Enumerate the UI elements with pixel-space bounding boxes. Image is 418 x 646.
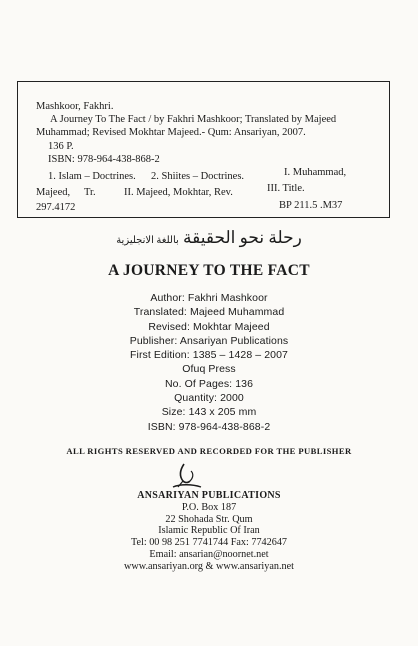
detail-reviser: Revised: Mokhtar Majeed bbox=[148, 320, 270, 333]
publisher-email: Email: ansarian@noornet.net bbox=[149, 548, 269, 560]
catalog-added-entry-3: III. Title. bbox=[267, 183, 305, 194]
publisher-tel-fax: Tel: 00 98 251 7741744 Fax: 7742647 bbox=[130, 537, 288, 549]
catalog-pages: 136 P. bbox=[48, 141, 74, 152]
arabic-title-language: باللغة الانجليزية bbox=[116, 235, 179, 246]
publisher-country: Islamic Republic Of Iran bbox=[158, 525, 260, 537]
catalog-added-entry-2: II. Majeed, Mokhtar, Rev. bbox=[124, 187, 233, 198]
publisher-street: 22 Shohada Str. Qum bbox=[165, 513, 253, 525]
catalog-added-entry-1: I. Muhammad, bbox=[284, 167, 347, 178]
publisher-name: ANSARIYAN PUBLICATIONS bbox=[137, 490, 281, 501]
catalog-dewey: 297.4172 bbox=[36, 202, 76, 213]
publisher-logo-icon bbox=[170, 462, 204, 490]
rights-notice: ALL RIGHTS RESERVED AND RECORDED FOR THE PUBLISHER bbox=[66, 446, 352, 456]
detail-isbn: ISBN: 978-964-438-868-2 bbox=[147, 420, 271, 433]
publisher-po-box: P.O. Box 187 bbox=[181, 501, 237, 513]
catalog-isbn: ISBN: 978-964-438-868-2 bbox=[48, 154, 160, 165]
detail-author: Author: Fakhri Mashkoor bbox=[150, 292, 268, 304]
arabic-title bbox=[0, 228, 418, 248]
catalog-subject-1: 1. Islam – Doctrines. bbox=[48, 171, 136, 182]
detail-size: Size: 143 x 205 mm bbox=[161, 406, 257, 419]
publisher-contact bbox=[0, 490, 418, 573]
catalog-name-majeed: Majeed, bbox=[36, 187, 71, 198]
detail-publisher: Publisher: Ansariyan Publications bbox=[129, 334, 289, 347]
detail-translator: Translated: Majeed Muhammad bbox=[133, 306, 285, 319]
detail-edition: First Edition: 1385 – 1428 – 2007 bbox=[130, 349, 288, 362]
book-details bbox=[0, 291, 418, 434]
catalog-lc-number: BP 211.5 .M37 bbox=[279, 200, 343, 211]
catalog-author: Mashkoor, Fakhri. bbox=[36, 101, 114, 112]
publisher-websites: www.ansariyan.org & www.ansariyan.net bbox=[124, 560, 294, 572]
detail-press: Ofuq Press bbox=[182, 363, 236, 376]
detail-quantity: Quantity: 2000 bbox=[174, 392, 244, 405]
catalog-title-line: A Journey To The Fact / by Fakhri Mashkoor; Translated by Majeed bbox=[50, 114, 337, 125]
book-title: A JOURNEY TO THE FACT bbox=[108, 262, 310, 279]
catalog-subject-2: 2. Shiites – Doctrines. bbox=[151, 171, 245, 182]
detail-pages: No. Of Pages: 136 bbox=[164, 377, 254, 390]
arabic-title-main: رحلة نحو الحقيقة bbox=[183, 228, 302, 247]
cataloging-record-box bbox=[17, 81, 390, 218]
catalog-imprint-line: Muhammad; Revised Mokhtar Majeed.- Qum: Ansariyan, 2007. bbox=[36, 127, 306, 138]
catalog-name-tr: Tr. bbox=[84, 187, 96, 198]
